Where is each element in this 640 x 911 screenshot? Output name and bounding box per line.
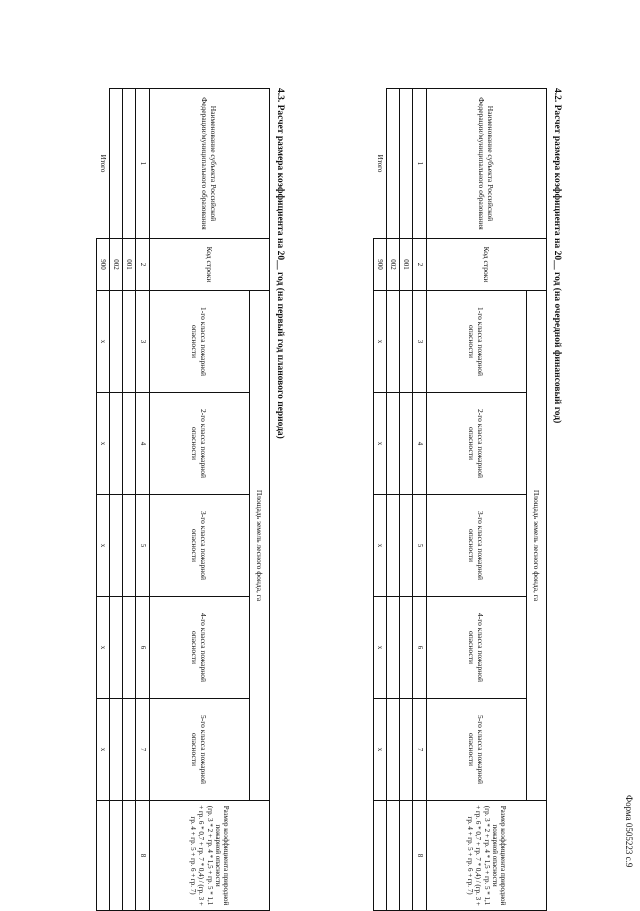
col-number: 8	[136, 801, 150, 911]
cell-class-2[interactable]	[123, 393, 136, 495]
cell-class-5[interactable]	[123, 699, 136, 801]
total-class-3: x	[97, 495, 110, 597]
cell-class-3[interactable]	[400, 495, 413, 597]
coef-formula: (гр. 3 * 2 + гр. 4 * 1,5 + гр. 5 * 1,1 + гр. 6 * 0,7 + гр. 7 * 0,4) / (гр. 3 + гр. 4 + гр. 5 + гр. 6 + гр. 7)	[188, 805, 214, 906]
header-class-3: 3-го класса пожарной опасности	[150, 495, 250, 597]
col-number: 6	[136, 597, 150, 699]
col-number: 7	[136, 699, 150, 801]
cell-class-2[interactable]	[387, 393, 400, 495]
col-number: 2	[136, 239, 150, 291]
header-class-2: 2-го класса пожарной опасности	[427, 393, 527, 495]
total-code: 900	[374, 239, 387, 291]
cell-coefficient[interactable]	[110, 801, 123, 911]
column-numbers-row	[413, 89, 427, 911]
total-class-5: x	[97, 699, 110, 801]
total-row	[374, 89, 387, 911]
cell-class-3[interactable]	[110, 495, 123, 597]
table-row	[387, 89, 400, 911]
total-code: 900	[97, 239, 110, 291]
total-class-2: x	[374, 393, 387, 495]
cell-class-5[interactable]	[400, 699, 413, 801]
total-coefficient[interactable]	[374, 801, 387, 911]
cell-class-4[interactable]	[400, 597, 413, 699]
total-label: Итого	[374, 89, 387, 239]
cell-class-1[interactable]	[110, 291, 123, 393]
header-coefficient	[427, 801, 547, 911]
header-coefficient	[150, 801, 270, 911]
col-number: 5	[413, 495, 427, 597]
total-row	[97, 89, 110, 911]
cell-class-2[interactable]	[110, 393, 123, 495]
total-coefficient[interactable]	[97, 801, 110, 911]
header-class-5: 5-го класса пожарной опасности	[150, 699, 250, 801]
total-class-4: x	[97, 597, 110, 699]
col-number: 7	[413, 699, 427, 801]
header-class-5: 5-го класса пожарной опасности	[427, 699, 527, 801]
cell-name[interactable]	[110, 89, 123, 239]
cell-code: 001	[123, 239, 136, 291]
cell-class-1[interactable]	[123, 291, 136, 393]
table-row	[400, 89, 413, 911]
coefficient-table-4-2	[373, 88, 547, 911]
col-number: 2	[413, 239, 427, 291]
table-row	[110, 89, 123, 911]
header-class-1: 1-го класса пожарной опасности	[427, 291, 527, 393]
cell-class-1[interactable]	[400, 291, 413, 393]
header-area-group: Площадь земель лесного фонда, га	[527, 291, 547, 801]
cell-class-2[interactable]	[400, 393, 413, 495]
header-area-group: Площадь земель лесного фонда, га	[250, 291, 270, 801]
section-title-4-2: 4.2. Расчет размера коэффициента на 20__ год (на очередной финансовый год)	[552, 88, 562, 424]
coef-formula: (гр. 3 * 2 + гр. 4 * 1,5 + гр. 5 * 1,1 + гр. 6 * 0,7 + гр. 7 * 0,4) / (гр. 3 + гр. 4 + гр. 5 + гр. 6 + гр. 7)	[465, 805, 491, 906]
header-class-4: 4-го класса пожарной опасности	[150, 597, 250, 699]
column-numbers-row	[136, 89, 150, 911]
cell-class-1[interactable]	[387, 291, 400, 393]
section-title-4-3: 4.3. Расчет размера коэффициента на 20__ год (на первый год планового периода)	[275, 88, 285, 439]
header-class-1: 1-го класса пожарной опасности	[150, 291, 250, 393]
cell-code: 002	[110, 239, 123, 291]
col-number: 6	[413, 597, 427, 699]
cell-class-4[interactable]	[110, 597, 123, 699]
col-number: 4	[136, 393, 150, 495]
cell-coefficient[interactable]	[387, 801, 400, 911]
cell-class-4[interactable]	[387, 597, 400, 699]
cell-class-5[interactable]	[387, 699, 400, 801]
coef-label: Размер коэффициента природной пожарной опасности	[214, 805, 231, 906]
header-code: Код строки	[427, 239, 547, 291]
coefficient-table-4-3	[96, 88, 270, 911]
cell-coefficient[interactable]	[400, 801, 413, 911]
coef-label: Размер коэффициента природной пожарной опасности	[491, 805, 508, 906]
col-number: 1	[136, 89, 150, 239]
total-class-4: x	[374, 597, 387, 699]
col-number: 1	[413, 89, 427, 239]
total-class-1: x	[374, 291, 387, 393]
col-number: 5	[136, 495, 150, 597]
total-class-3: x	[374, 495, 387, 597]
col-number: 3	[136, 291, 150, 393]
header-class-4: 4-го класса пожарной опасности	[427, 597, 527, 699]
cell-code: 001	[400, 239, 413, 291]
total-class-1: x	[97, 291, 110, 393]
header-class-3: 3-го класса пожарной опасности	[427, 495, 527, 597]
cell-class-5[interactable]	[110, 699, 123, 801]
cell-coefficient[interactable]	[123, 801, 136, 911]
cell-name[interactable]	[400, 89, 413, 239]
col-number: 3	[413, 291, 427, 393]
cell-name[interactable]	[123, 89, 136, 239]
table-row	[123, 89, 136, 911]
cell-class-3[interactable]	[387, 495, 400, 597]
col-number: 8	[413, 801, 427, 911]
cell-class-3[interactable]	[123, 495, 136, 597]
form-code: Форма 0505223 с.9	[624, 795, 634, 868]
total-class-2: x	[97, 393, 110, 495]
total-label: Итого	[97, 89, 110, 239]
cell-code: 002	[387, 239, 400, 291]
cell-class-4[interactable]	[123, 597, 136, 699]
header-name: Наименование субъекта Российской Федерации/муниципального образования	[150, 89, 270, 239]
cell-name[interactable]	[387, 89, 400, 239]
header-code: Код строки	[150, 239, 270, 291]
header-name: Наименование субъекта Российской Федерации/муниципального образования	[427, 89, 547, 239]
total-class-5: x	[374, 699, 387, 801]
header-class-2: 2-го класса пожарной опасности	[150, 393, 250, 495]
col-number: 4	[413, 393, 427, 495]
